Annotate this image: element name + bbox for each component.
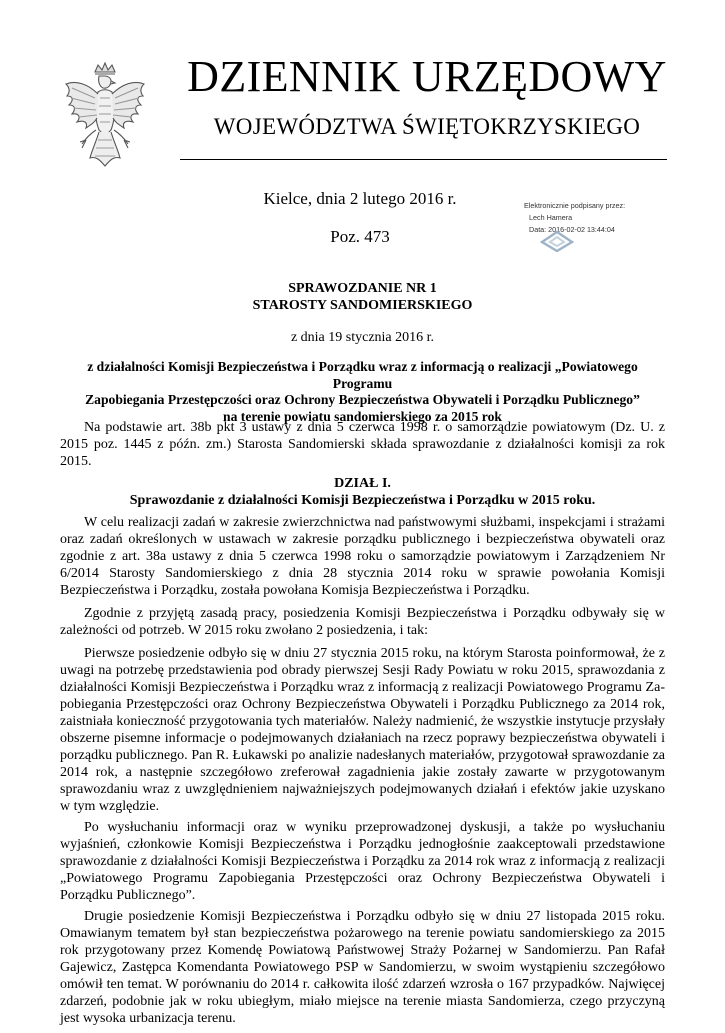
signature-label: Elektronicznie podpisany przez: — [524, 201, 626, 210]
document-subject-line: z działalności Komisji Bezpieczeństwa i Porządku wraz z informacją o realizacji „Powiatowego Programu — [87, 359, 638, 391]
section-label: DZIAŁ I. — [334, 476, 391, 491]
signature-date: Data: 2016-02-02 13:44:04 — [529, 225, 615, 234]
intro-paragraph: Na podstawie art. 38b pkt 3 ustawy z dnia 5 czerwca 1998 r. o samorządzie powiatowym (Dz. U. z 2015 poz. 1445 z późn. zm.) Starosta Sandomierski składa sprawozdanie z działalności komisji za rok 2015. — [60, 420, 665, 469]
journal-subtitle: WOJEWÓDZTWA ŚWIĘTOKRZYSKIEGO — [213, 114, 641, 139]
body-paragraph: Drugie posiedzenie Komisji Bezpieczeństwa i Porządku odbyło się w dniu 27 listopada 2015 roku. Omawianym tematem był stan bezpieczeństwa pożarowego na terenie powiatu sandomierskiego za 2015 rok przygotowany przez Komendę Powiatową Państwowej Straży Pożarnej w Sandomierzu. Pan Rafał Gajewicz, Zastępca Komendanta Powiatowego PSP w Sandomierzu, w swoim wystąpieniu szczegółowo omówił ten temat. W porównaniu do 2014 r. całkowita ilość zdarzeń wzrosła o 167 przypadków. Najwięcej zdarzeń, podobnie jak w roku ubiegłym, miało miejsce na terenie miasta Sandomierza, czego przyczyną jest wysoka urbanizacja terenu. — [60, 909, 665, 1026]
body-paragraph: Zgodnie z przyjętą zasadą pracy, posiedzenia Komisji Bezpieczeństwa i Porządku odbywały się w zależności od potrzeb. W 2015 roku zwołano 2 posiedzenia, i tak: — [60, 606, 665, 638]
section-heading — [60, 476, 665, 509]
section-title: Sprawozdanie z działalności Komisji Bezpieczeństwa i Porządku w 2015 roku. — [129, 492, 596, 508]
signature-seal-icon — [540, 230, 574, 252]
journal-title: DZIENNIK URZĘDOWY — [187, 52, 667, 101]
document-title-line: SPRAWOZDANIE NR 1 — [288, 281, 437, 296]
document-title — [60, 281, 665, 314]
document-subject-line: na terenie powiatu sandomierskiego za 2015 rok — [223, 408, 502, 424]
place-and-date: Kielce, dnia 2 lutego 2016 r. — [263, 189, 457, 208]
document-subject-line: Zapobiegania Przestępczości oraz Ochrony Bezpieczeństwa Obywateli i Porządku Publicznego” — [85, 392, 640, 407]
position-number: Poz. 473 — [330, 227, 390, 246]
document-body — [60, 419, 665, 1033]
body-paragraph: W celu realizacji zadań w zakresie zwierzchnictwa nad państwowymi służbami, inspekcjami i strażami oraz zadań określonych w ustawach w zakresie porządku publicznego i bezpieczeństwa obywateli oraz zgodnie z art. 38a ustawy z dnia 5 czerwca 1998 roku o samorządzie powiatowym i Zarządzeniem Nr 6/2014 Starosty Sandomierskiego z dnia 28 stycznia 2014 roku w sprawie powołania Komisji Bezpieczeństwa i Porządku, została powołana Komisja Bezpieczeństwa i Porządku. — [60, 515, 665, 598]
document-subject — [60, 359, 665, 425]
polish-eagle-emblem-icon — [62, 62, 148, 174]
body-paragraph: Pierwsze posiedzenie odbyło się w dniu 27 stycznia 2015 roku, na którym Starosta poinformował, że z uwagi na potrzebę przedstawienia pod obrady pierwszej Sesji Rady Powiatu w roku 2015, sprawozdania z działalności Komisji Bezpieczeństwa i Porządku wraz z informacją z realizacji Powiatowego Programu Zapobiegania Przestępczości oraz Ochrony Bezpieczeństwa Obywateli i Porządku Publicznego za 2014 rok, zaistniała konieczność przygotowania tych materiałów. Należy nadmienić, że wszystkie instytucje przysłały obszerne pisemne informacje o podejmowanych działaniach na rzecz poprawy bezpieczeństwa obywateli i porządku publicznego. Pan R. Łukawski po analizie nadesłanych materiałów, przygotował sprawozdanie za 2014 rok, a następnie szczegółowo zreferował zagadnienia jakie zostały zawarte w przygotowanym sprawozdaniu wraz z uwzględnieniem najważniejszych podejmowanych działań i efektów jakie uzyskano w tym względzie. — [60, 646, 665, 814]
body-paragraph: Po wysłuchaniu informacji oraz w wyniku przeprowadzonej dyskusji, a także po wysłuchaniu wyjaśnień, członkowie Komisji Bezpieczeństwa i Porządku jednogłośnie zaakceptowali przedstawione sprawozdanie z działalności Komisji Bezpieczeństwa i Porządku za 2014 rok wraz z informacją z realizacji „Powiatowego Programu Zapobiegania Przestępczości oraz Ochrony Bezpieczeństwa Obywateli i Porządku Publicznego”. — [60, 820, 665, 903]
document-title-line: STAROSTY SANDOMIERSKIEGO — [252, 297, 473, 313]
masthead-divider — [180, 159, 667, 160]
document-date: z dnia 19 stycznia 2016 r. — [290, 330, 435, 345]
signer-name: Lech Hamera — [529, 213, 573, 222]
